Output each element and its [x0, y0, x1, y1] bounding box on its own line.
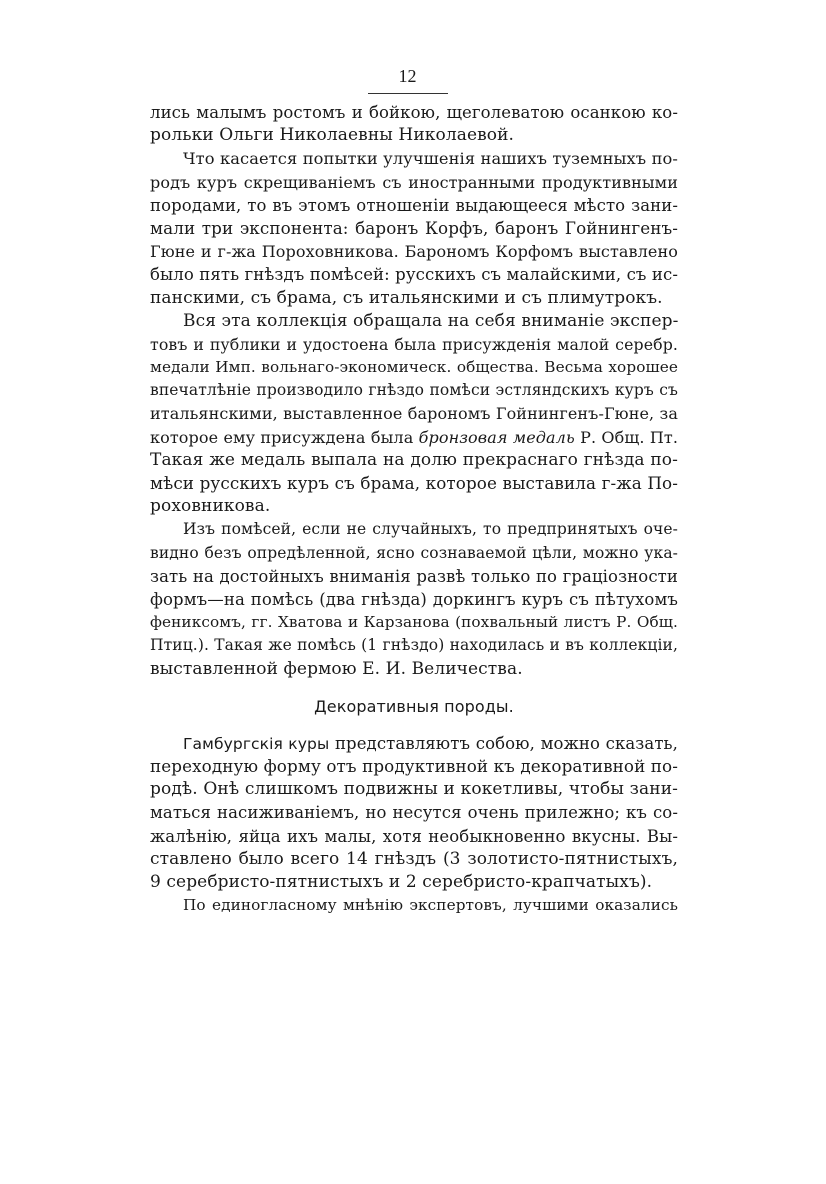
text-line: итальянскими, выставленное барономъ Гойнингенъ-Гюне, за	[150, 404, 678, 424]
text-line: мѣси русскихъ куръ съ брама, которое выставила г-жа По-	[150, 473, 678, 493]
paragraph	[150, 732, 678, 894]
text-line: переходную форму отъ продуктивной къ декоративной по-	[150, 756, 678, 777]
text-line: роховникова.	[150, 496, 271, 517]
text-line: впечатлѣніе производило гнѣздо помѣси эстляндскихъ куръ съ	[150, 381, 678, 400]
text-line: маться насиживаніемъ, но несутся очень прилежно; къ со-	[150, 803, 678, 823]
text-segment: Р. Общ. Пт.	[580, 427, 679, 447]
text-line: фениксомъ, гг. Хватова и Карзанова (похвальный листъ Р. Общ.	[150, 613, 678, 632]
lead-term: Гамбургскія куры	[183, 734, 330, 753]
text-line: товъ и публики и удостоена была присужденія малой серебр.	[150, 334, 678, 354]
page-number: 12	[398, 66, 417, 86]
page-number-rule	[368, 93, 448, 94]
paragraph	[150, 894, 678, 917]
text-line: рольки Ольги Николаевны Николаевой.	[150, 125, 515, 146]
text-line: мали три экспонента: баронъ Корфъ, баронъ Гойнингенъ-	[150, 217, 678, 238]
text-segment: которое ему присуждена была	[150, 427, 414, 447]
text-line: Вся эта коллекція обращала на себя вниманіе экспер-	[183, 310, 679, 331]
text-line: жалѣнію, яйца ихъ малы, хотя необыкновенно вкусны. Вы-	[150, 826, 678, 846]
text-line: лись малымъ ростомъ и бойкою, щеголеватою осанкою ко-	[150, 103, 678, 122]
paragraph	[150, 101, 678, 147]
text-line: медали Имп. вольнаго-экономическ. общества. Весьма хорошее	[150, 358, 678, 377]
text-line: Гюне и г-жа Пороховникова. Барономъ Корфомъ выставлено	[150, 242, 678, 262]
text-line: родѣ. Онѣ слишкомъ подвижны и кокетливы, чтобы зани-	[150, 779, 678, 800]
italic-phrase: бронзовая медаль	[418, 427, 575, 447]
text-line: формъ—на помѣсь (два гнѣзда) доркингъ куръ съ пѣтухомъ	[150, 589, 678, 609]
text-line: родъ куръ скрещиваніемъ съ иностранными продуктивными	[150, 172, 678, 192]
page-body	[150, 101, 678, 917]
section-heading: Декоративныя породы.	[314, 696, 514, 716]
text-segment: представляютъ собою, можно сказать,	[334, 733, 678, 753]
text-line: ставлено было всего 14 гнѣздъ (3 золотисто-пятнистыхъ,	[150, 848, 678, 869]
paragraph	[150, 518, 678, 680]
text-line: зать на достойныхъ вниманія развѣ только по граціозности	[150, 566, 678, 586]
text-line: видно безъ опредѣленной, ясно сознаваемой цѣли, можно ука-	[150, 543, 678, 562]
text-line: По единогласному мнѣнію экспертовъ, лучшими оказались	[183, 896, 678, 915]
paragraph	[150, 147, 678, 309]
text-line: было пять гнѣздъ помѣсей: русскихъ съ малайскими, съ ис-	[150, 265, 678, 285]
text-line: Птиц.). Такая же помѣсь (1 гнѣздо) находилась и въ коллекціи,	[150, 636, 678, 655]
text-line: Такая же медаль выпала на долю прекраснаго гнѣзда по-	[150, 449, 678, 470]
text-line-with-lead	[150, 732, 678, 755]
text-line: Что касается попытки улучшенія нашихъ туземныхъ по-	[183, 149, 678, 169]
text-line: панскими, съ брама, съ итальянскими и съ плимутрокъ.	[150, 287, 663, 308]
text-line: выставленной фермою Е. И. Величества.	[150, 658, 523, 679]
text-line-with-italic	[150, 426, 678, 449]
paragraph	[150, 310, 678, 519]
text-line: Изъ помѣсей, если не случайныхъ, то предпринятыхъ оче-	[183, 520, 678, 539]
text-line: 9 серебристо-пятнистыхъ и 2 серебристо-крапчатыхъ).	[150, 872, 653, 892]
text-line: породами, то въ этомъ отношеніи выдающееся мѣсто зани-	[150, 195, 678, 215]
